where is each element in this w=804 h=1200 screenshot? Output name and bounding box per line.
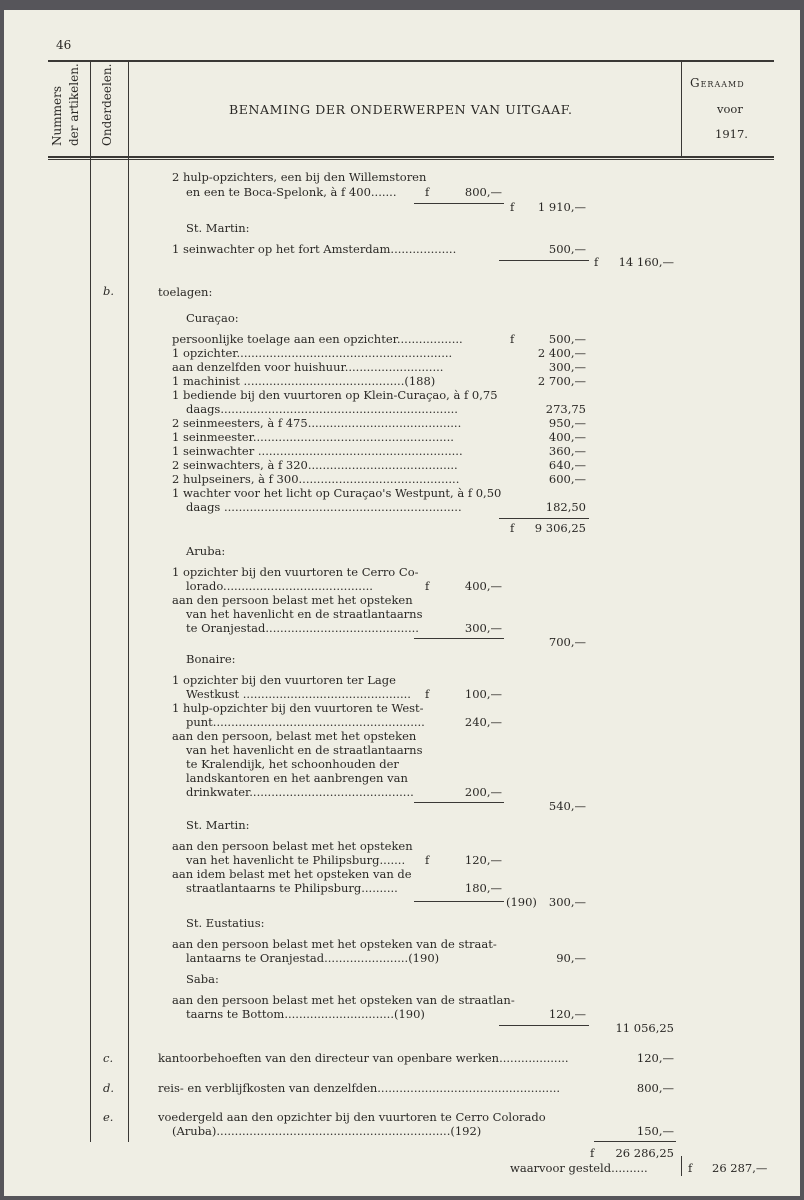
amount: 1 910,—	[537, 200, 586, 214]
line-boca-spelonk: en een te Boca-Spelonk, à f 400.......	[186, 185, 397, 199]
line-bonaire: Westkust ..............................................	[186, 687, 411, 701]
amount: 120,—	[464, 853, 502, 867]
amount: 14 160,—	[618, 255, 674, 269]
header-budget-line3: 1917.	[715, 127, 748, 141]
amount: 2 700,—	[537, 374, 586, 388]
subtotal-bonaire: 540,—	[548, 799, 586, 813]
amount: 400,—	[464, 579, 502, 593]
line-st-eustatius: aan den persoon belast met het opsteken van de straat-	[172, 937, 497, 951]
item-label-c: c.	[103, 1051, 114, 1065]
total-rule	[594, 1141, 676, 1142]
currency-f: f	[594, 255, 599, 269]
region-aruba: Aruba:	[186, 544, 226, 558]
line-bediende-klein-curacao: 1 bediende bij den vuurtoren op Klein-Curaçao, à f 0,75	[172, 388, 498, 402]
amount: 100,—	[464, 687, 502, 701]
amount: 950,—	[548, 416, 586, 430]
region-st-martin: St. Martin:	[186, 818, 250, 832]
item-voedergeld: (Aruba)................................................................(192)	[172, 1124, 482, 1138]
currency-f: f	[590, 1146, 595, 1160]
header-top-rule	[48, 60, 774, 62]
subtotal-toelagen: 11 056,25	[615, 1021, 674, 1035]
subtotal-rule	[414, 901, 504, 902]
column-divider-1	[90, 62, 91, 1142]
line-saba: aan den persoon belast met het opsteken van de straatlan-	[172, 993, 515, 1007]
line-aruba: aan den persoon belast met het opsteken	[172, 593, 413, 607]
line-bonaire: landskantoren en het aanbrengen van	[186, 771, 408, 785]
amount: 800,—	[464, 185, 502, 199]
line-st-eustatius: lantaarns te Oranjestad.......................(190)	[186, 951, 440, 965]
header-title: BENAMING DER ONDERWERPEN VAN UITGAAF.	[229, 102, 573, 117]
line-st-martin: straatlantaarns te Philipsburg..........	[186, 881, 398, 895]
currency-f: f	[688, 1161, 693, 1175]
line-daags: daags .................................................................	[186, 500, 462, 514]
line-aruba: 1 opzichter bij den vuurtoren te Cerro Co-	[172, 565, 419, 579]
header-budget-line1: Geraamd	[690, 76, 745, 90]
amount: 300,—	[464, 621, 502, 635]
line-bonaire: te Kralendijk, het schoonhouden der	[186, 757, 399, 771]
amount: 180,—	[464, 881, 502, 895]
line-bonaire: van het havenlicht en de straatlantaarns	[186, 743, 423, 757]
subtotal-rule	[414, 203, 504, 204]
budget-amount: 26 287,—	[712, 1161, 768, 1175]
subtotal-aruba: 700,—	[548, 635, 586, 649]
document-page	[4, 10, 800, 1196]
line-seinwachter: 1 seinwachter ........................................................	[172, 444, 463, 458]
region-st-eustatius: St. Eustatius:	[186, 916, 265, 930]
subtotal-rule	[414, 638, 504, 639]
line-st-martin: aan den persoon belast met het opsteken	[172, 839, 413, 853]
item-label-e: e.	[103, 1110, 114, 1124]
reference: (190)	[506, 895, 537, 909]
subtotal-st-martin: 300,—	[548, 895, 586, 909]
amount: 360,—	[548, 444, 586, 458]
currency-f: f	[510, 200, 515, 214]
currency-f: f	[425, 687, 430, 701]
line-aruba: te Oranjestad..........................................	[186, 621, 419, 635]
line-machinist: 1 machinist ............................................(188)	[172, 374, 436, 388]
column-divider-3	[681, 62, 682, 156]
line-bonaire: drinkwater.............................................	[186, 785, 414, 799]
subtotal-rule	[414, 802, 504, 803]
currency-f: f	[425, 579, 430, 593]
line-seinmeester: 1 seinmeester.......................................................	[172, 430, 454, 444]
line-hulpseiners: 2 hulpseiners, à f 300............................................	[172, 472, 460, 486]
line-seinwachters: 2 seinwachters, à f 320.........................................	[172, 458, 458, 472]
line-aruba: lorado.........................................	[186, 579, 373, 593]
line-hulp-opzichters: 2 hulp-opzichters, een bij den Willemstoren	[172, 170, 427, 184]
line-bonaire: 1 opzichter bij den vuurtoren ter Lage	[172, 673, 396, 687]
line-bonaire: punt..........................................................	[186, 715, 425, 729]
amount: 90,—	[556, 951, 586, 965]
amount: 600,—	[548, 472, 586, 486]
page-number: 46	[56, 38, 72, 52]
subtotal-rule	[499, 518, 589, 519]
total-amount: 26 286,25	[615, 1146, 674, 1160]
item-voedergeld: voedergeld aan den opzichter bij den vuurtoren te Cerro Colorado	[158, 1110, 546, 1124]
item-label-b: b.	[103, 284, 115, 298]
item-reiskosten: reis- en verblijfkosten van denzelfden..................................................	[158, 1081, 561, 1095]
currency-f: f	[510, 521, 515, 535]
amount: 120,—	[548, 1007, 586, 1021]
header-bottom-rule-thin	[48, 159, 774, 160]
amount: 640,—	[548, 458, 586, 472]
header-articles-line1: Nummers	[50, 86, 64, 146]
region-bonaire: Bonaire:	[186, 652, 236, 666]
line-seinwachter-amsterdam: 1 seinwachter op het fort Amsterdam..................	[172, 242, 457, 256]
currency-f: f	[510, 332, 515, 346]
item-kantoorbehoeften: kantoorbehoeften van den directeur van openbare werken...................	[158, 1051, 569, 1065]
currency-f: f	[425, 853, 430, 867]
amount: 500,—	[548, 242, 586, 256]
line-st-martin: aan idem belast met het opsteken van de	[172, 867, 412, 881]
amount: 400,—	[548, 430, 586, 444]
amount: 300,—	[548, 360, 586, 374]
region-st-martin: St. Martin:	[186, 221, 250, 235]
header-budget-line2: voor	[717, 102, 743, 116]
amount: 2 400,—	[537, 346, 586, 360]
line-seinmeesters: 2 seinmeesters, à f 475..........................................	[172, 416, 462, 430]
line-daags: daags.................................................................	[186, 402, 458, 416]
amount: 500,—	[548, 332, 586, 346]
line-huishuur: aan denzelfden voor huishuur...........................	[172, 360, 444, 374]
region-curacao: Curaçao:	[186, 311, 239, 325]
line-aruba: van het havenlicht en de straatlantaarns	[186, 607, 423, 621]
carry-label: waarvoor gesteld..........	[510, 1161, 648, 1175]
amount: 273,75	[545, 402, 586, 416]
currency-f: f	[425, 185, 430, 199]
amount: 182,50	[545, 500, 586, 514]
subtotal-curacao: 9 306,25	[534, 521, 586, 535]
amount: 150,—	[636, 1124, 674, 1138]
subtotal-rule	[499, 260, 589, 261]
region-saba: Saba:	[186, 972, 219, 986]
line-bonaire: 1 hulp-opzichter bij den vuurtoren te West-	[172, 701, 424, 715]
header-articles-line2: der artikelen.	[67, 63, 81, 146]
line-saba: taarns te Bottom..............................(190)	[186, 1007, 425, 1021]
line-bonaire: aan den persoon, belast met het opsteken	[172, 729, 417, 743]
header-subdivisions: Onderdeelen.	[100, 63, 114, 146]
amount: 800,—	[636, 1081, 674, 1095]
item-toelagen: toelagen:	[158, 285, 213, 299]
amount: 120,—	[636, 1051, 674, 1065]
amount: 240,—	[464, 715, 502, 729]
column-divider-2	[128, 62, 129, 1142]
subtotal-rule	[499, 1025, 589, 1026]
line-st-martin: van het havenlicht te Philipsburg.......	[186, 853, 406, 867]
header-bottom-rule	[48, 156, 774, 158]
line-wachter-westpunt: 1 wachter voor het licht op Curaçao's Westpunt, à f 0,50	[172, 486, 502, 500]
amount: 200,—	[464, 785, 502, 799]
line-opzichter: 1 opzichter...........................................................	[172, 346, 453, 360]
line-persoonlijke-toelage: persoonlijke toelage aan een opzichter..................	[172, 332, 463, 346]
column-divider-3	[681, 1156, 682, 1176]
item-label-d: d.	[103, 1081, 115, 1095]
